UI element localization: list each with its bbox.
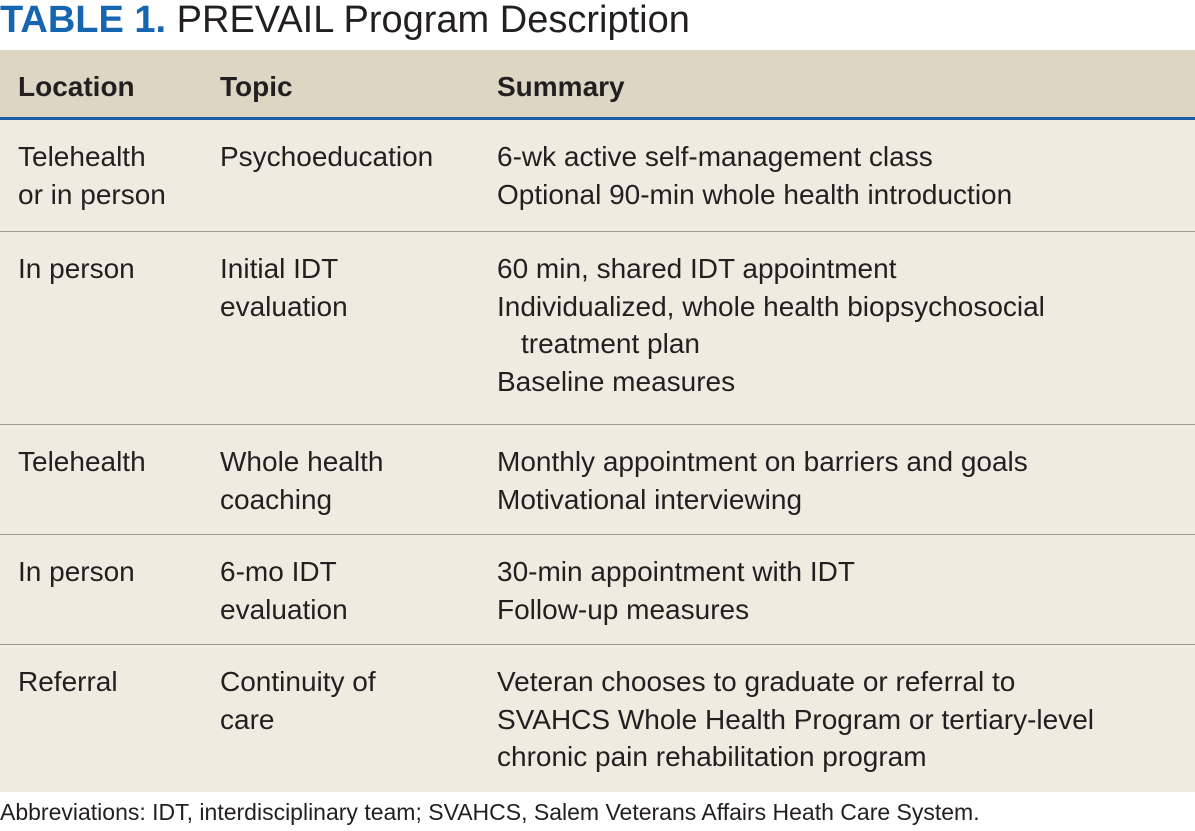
table-number: TABLE 1. (0, 0, 167, 41)
cell-line: Motivational interviewing (497, 483, 803, 515)
cell-line: In person (18, 556, 135, 587)
table-row (0, 645, 1195, 792)
cell-topic (220, 553, 480, 628)
cell-line: Continuity of (220, 666, 376, 697)
cell-location (18, 663, 208, 701)
cell-line: 60 min, shared IDT appointment (497, 253, 897, 284)
cell-line: treatment plan (521, 328, 700, 359)
cell-location (18, 443, 208, 481)
table-row (0, 120, 1195, 232)
cell-line: 6-mo IDT (220, 556, 337, 587)
table-row (0, 232, 1195, 425)
cell-topic (220, 138, 480, 176)
cell-line: 30-min appointment with IDT (497, 556, 855, 587)
cell-summary (497, 138, 1187, 213)
cell-location (18, 553, 208, 591)
cell-topic (220, 443, 480, 518)
abbreviations-footnote: Abbreviations: IDT, interdisciplinary team; SVAHCS, Salem Veterans Affairs Heath Care System. (0, 799, 980, 825)
header-location: Location (18, 71, 135, 102)
cell-line: Monthly appointment on barriers and goals (497, 446, 1028, 477)
cell-line: Veteran chooses to graduate or referral to (497, 666, 1016, 697)
table-caption: PREVAIL Program Description (176, 0, 690, 41)
cell-line: Individualized, whole health biopsychosocial (497, 290, 1045, 322)
program-table (0, 50, 1195, 792)
cell-line: chronic pain rehabilitation program (497, 741, 927, 772)
cell-line: or in person (18, 178, 166, 210)
cell-line: Optional 90-min whole health introduction (497, 178, 1013, 210)
cell-line: Referral (18, 666, 118, 697)
table-row (0, 535, 1195, 645)
header-topic: Topic (220, 71, 293, 102)
cell-line: 6-wk active self-management class (497, 141, 933, 172)
table-row (0, 425, 1195, 535)
table-title (0, 0, 690, 44)
cell-line: Initial IDT (220, 253, 339, 284)
cell-line: Telehealth (18, 141, 146, 172)
cell-line: In person (18, 253, 135, 284)
cell-line: Whole health (220, 446, 384, 477)
cell-summary (497, 663, 1187, 776)
cell-summary (497, 553, 1187, 628)
cell-topic (220, 250, 480, 325)
cell-summary (497, 250, 1187, 400)
cell-topic (220, 663, 480, 738)
cell-line: Follow-up measures (497, 593, 750, 625)
cell-summary (497, 443, 1187, 518)
cell-line: Psychoeducation (220, 141, 434, 172)
cell-line: coaching (220, 483, 333, 515)
table-header-row (0, 50, 1195, 120)
cell-line: evaluation (220, 290, 348, 322)
cell-line: Baseline measures (497, 365, 736, 397)
cell-line: Telehealth (18, 446, 146, 477)
cell-line: care (220, 703, 275, 735)
cell-line: SVAHCS Whole Health Program or tertiary-level (497, 703, 1095, 735)
cell-line: evaluation (220, 593, 348, 625)
header-summary: Summary (497, 71, 625, 102)
cell-location (18, 250, 208, 288)
cell-location (18, 138, 208, 213)
